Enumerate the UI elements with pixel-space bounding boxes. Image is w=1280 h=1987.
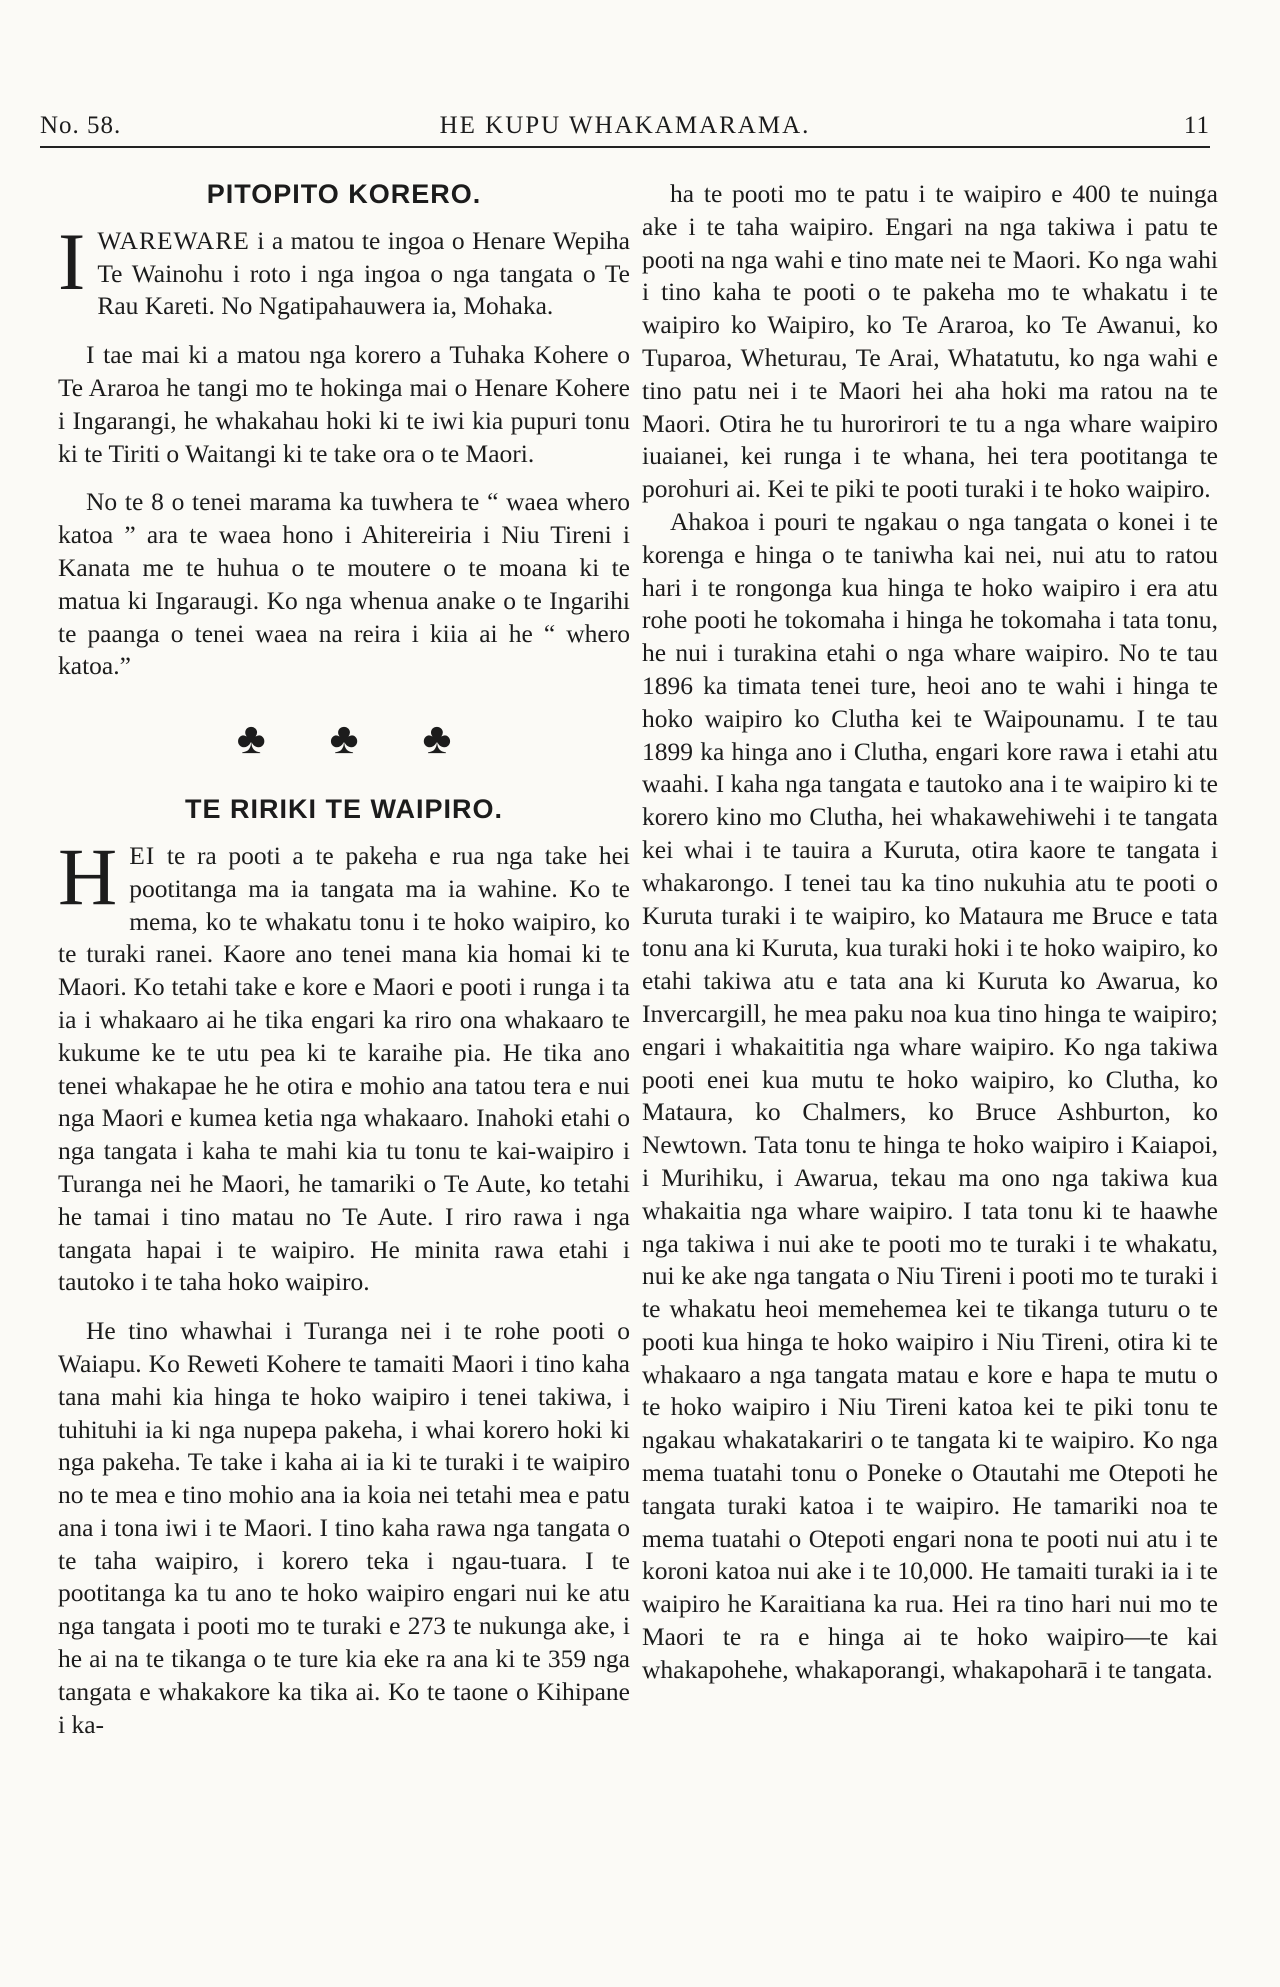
paragraph-text: te ra pooti a te pakeha e rua nga take hei pootitanga ma ia tangata ma ia wahine. Ko te mema, ko te whakatu tonu i te hoko waipiro, ko te turaki ranei. Kaore ano tenei mana kia homai ki te Maori. Ko tetahi take e kore e Maori e pooti i runga i ta ia i whakaaro ai he tika engari ka riro ona whakaaro te kukume ke te utu pea ki te karaihe pia. He tika ano tenei whakapae he he otira e mohio ana tatou tera e nui nga Maori e kumea ketia nga whakaaro. Inahoki etahi o nga tangata i kaha te mahi kia tu tonu te kai-waipiro i Turanga nei he Maori, he tamariki o Te Aute, ko tetahi he tamai i tino matau no Te Aute. I riro rawa i nga tangata hapai i te waipiro. He minita rawa etahi i tautoko i te taha hoko waipiro. [58, 840, 630, 1297]
right-column [642, 178, 1218, 1687]
right-paragraph-2: Ahakoa i pouri te ngakau o nga tangata o konei i te korenga e hinga o te taniwha kai nei, nui atu to ratou hari i te rongonga kua hinga te hoko waipiro i era atu rohe pooti he tokomaha i hinga he tokomaha i tata tonu, he nui i turakina etahi o nga whare waipiro. No te tau 1896 ka timata tenei ture, heoi ano te wahi i hinga te hoko waipiro ko Clutha kei te Waipounamu. I te tau 1899 ka hinga ano i Clutha, engari kore rawa i etahi atu waahi. I kaha nga tangata e tautoko ana i te waipiro ki te korero kino mo Clutha, hei whakawehiwehi i te tangata kei whai i te tauira a Kuruta, otira kaore te tangata i whakarongo. I tenei tau ka tino nukuhia atu te pooti o Kuruta turaki i te waipiro, ko Mataura me Bruce e tata tonu ana ki Kuruta, kua turaki hoki i te hoko waipiro, ko etahi takiwa atu e tata ana ki Kuruta ko Awarua, ko Invercargill, he mea paku noa kua tino hinga te waipiro; engari i whakaititia nga whare waipiro. Ko nga takiwa pooti enei kua mutu te hoko waipiro, ko Clutha, ko Mataura, ko Chalmers, ko Bruce Ashburton, ko Newtown. Tata tonu te hinga te hoko waipiro i Kaiapoi, i Murihiku, i Awarua, tekau ma ono nga takiwa kua whakaitia nga whare waipiro. I tata tonu ki te haawhe nga takiwa i nui ake te pooti mo te turaki i te whakatu, nui ke ake nga tangata o Niu Tireni i pooti mo te turaki i te whakatu heoi memehemea kei te tikanga tuturu o te pooti kua hinga te hoko waipiro i Niu Tireni, otira ki te whakaaro a nga tangata matau e kore e hapa te mutu o te hoko waipiro i Niu Tireni katoa kei te piki tonu te ngakau whakatakariri o te tangata ki te waipiro. Ko nga mema tuatahi tonu o Poneke o Otautahi me Otepoti he tangata turaki katoa i te waipiro. He tamariki noa te mema tuatahi o Otepoti engari nona te pooti nui atu i te koroni katoa nui ake i te 10,000. He tamaiti turaki ia i te waipiro he Karaitiana ka rua. Hei ra tino hari nui mo te Maori te ra e hinga ai te hoko waipiro—te kai whakapohehe, whakaporangi, whakapoharā i te tangata. [642, 506, 1218, 1684]
publication-title: HE KUPU WHAKAMARAMA. [439, 112, 811, 139]
issue-number: No. 58. [40, 112, 122, 139]
article1-paragraph-2: I tae mai ki a matou nga korero a Tuhaka Kohere o Te Araroa he tangi mo te hokinga mai o Henare Kohere i Ingarangi, he whakahau hoki ki te iwi kia pupuri tonu ki te Tiriti o Waitangi ki te take ora o te Maori. [58, 340, 630, 468]
lead-word: EI [129, 840, 156, 870]
club-ornament-icon: ♣ [422, 714, 452, 764]
club-ornament-icon: ♣ [329, 714, 359, 764]
lead-word: WAREWARE [97, 225, 250, 255]
drop-cap: I [58, 215, 86, 307]
right-paragraph-1: ha te pooti mo te patu i te waipiro e 400 te nuinga ake i te taha waipiro. Engari na nga takiwa i patu te pooti na nga wahi e tino mate nei te Maori. Ko nga wahi i tino kaha te pooti o te pakeha mo te whakatu i te waipiro ko Waipiro, ko Te Araroa, ko Te Awanui, ko Tuparoa, Wheturau, Te Arai, Whatatutu, ko nga wahi e tino patu nei i te Maori hei aha hoki ma ratou na te Maori. Otira he tu hurorirori te tu a nga whare waipiro iuaianei, kei runga i te whana, hei tera pootitanga te porohuri ai. Kei te piki te pooti turaki i te hoko waipiro. [642, 179, 1218, 504]
page-header [40, 102, 1210, 148]
page-number: 11 [1183, 112, 1210, 139]
article-heading-waipiro: TE RIRIKI TE WAIPIRO. [184, 794, 503, 825]
article-heading-pitopito: PITOPITO KORERO. [206, 179, 482, 209]
article1-paragraph-3: No te 8 o tenei marama ka tuwhera te “ waea whero katoa ” ara te waea hono i Ahitereiria i Niu Tireni i Kanata me te huhua o te moutere o te moana ki te matua ki Ingaraugi. Ko nga whenua anake o te Ingarihi te paanga o tenei waea na reira i kiia ai he “ whero katoa.” [58, 487, 630, 681]
left-column [58, 178, 630, 1757]
section-divider [58, 714, 630, 764]
paragraph-text: i a matou te ingoa o Henare Wepiha Te Wainohu i roto i nga ingoa o nga tangata o Te Rau Kareti. No Ngatipahauwera ia, Mohaka. [97, 225, 630, 321]
article2-paragraph-2: He tino whawhai i Turanga nei i te rohe pooti o Waiapu. Ko Reweti Kohere te tamaiti Maori i tino kaha tana mahi kia hinga te hoko waipiro i tenei takiwa, i tuhituhi ia ki nga nupepa pakeha, i whai korero hoki ki nga pakeha. Te take i kaha ai ia ki te turaki i te waipiro no te mea e tino mohio ana ia koia nei tetahi mea e patu ana i tona iwi i te Maori. I tino kaha rawa nga tangata o te taha waipiro, i korero teka i ngau-tuara. I te pootitanga ka tu ano te hoko waipiro engari nui ke atu nga tangata i pooti mo te turaki e 273 te nukunga ake, i he ai na te tikanga o te ture kia eke ra ana ki te 359 nga tangata e whakakore ka tika ai. Ko te taone o Kihipane i ka- [58, 1316, 630, 1739]
article2-paragraph-1 [58, 830, 630, 1299]
article1-paragraph-1 [58, 215, 630, 323]
drop-cap: H [58, 830, 118, 922]
club-ornament-icon: ♣ [236, 714, 266, 764]
